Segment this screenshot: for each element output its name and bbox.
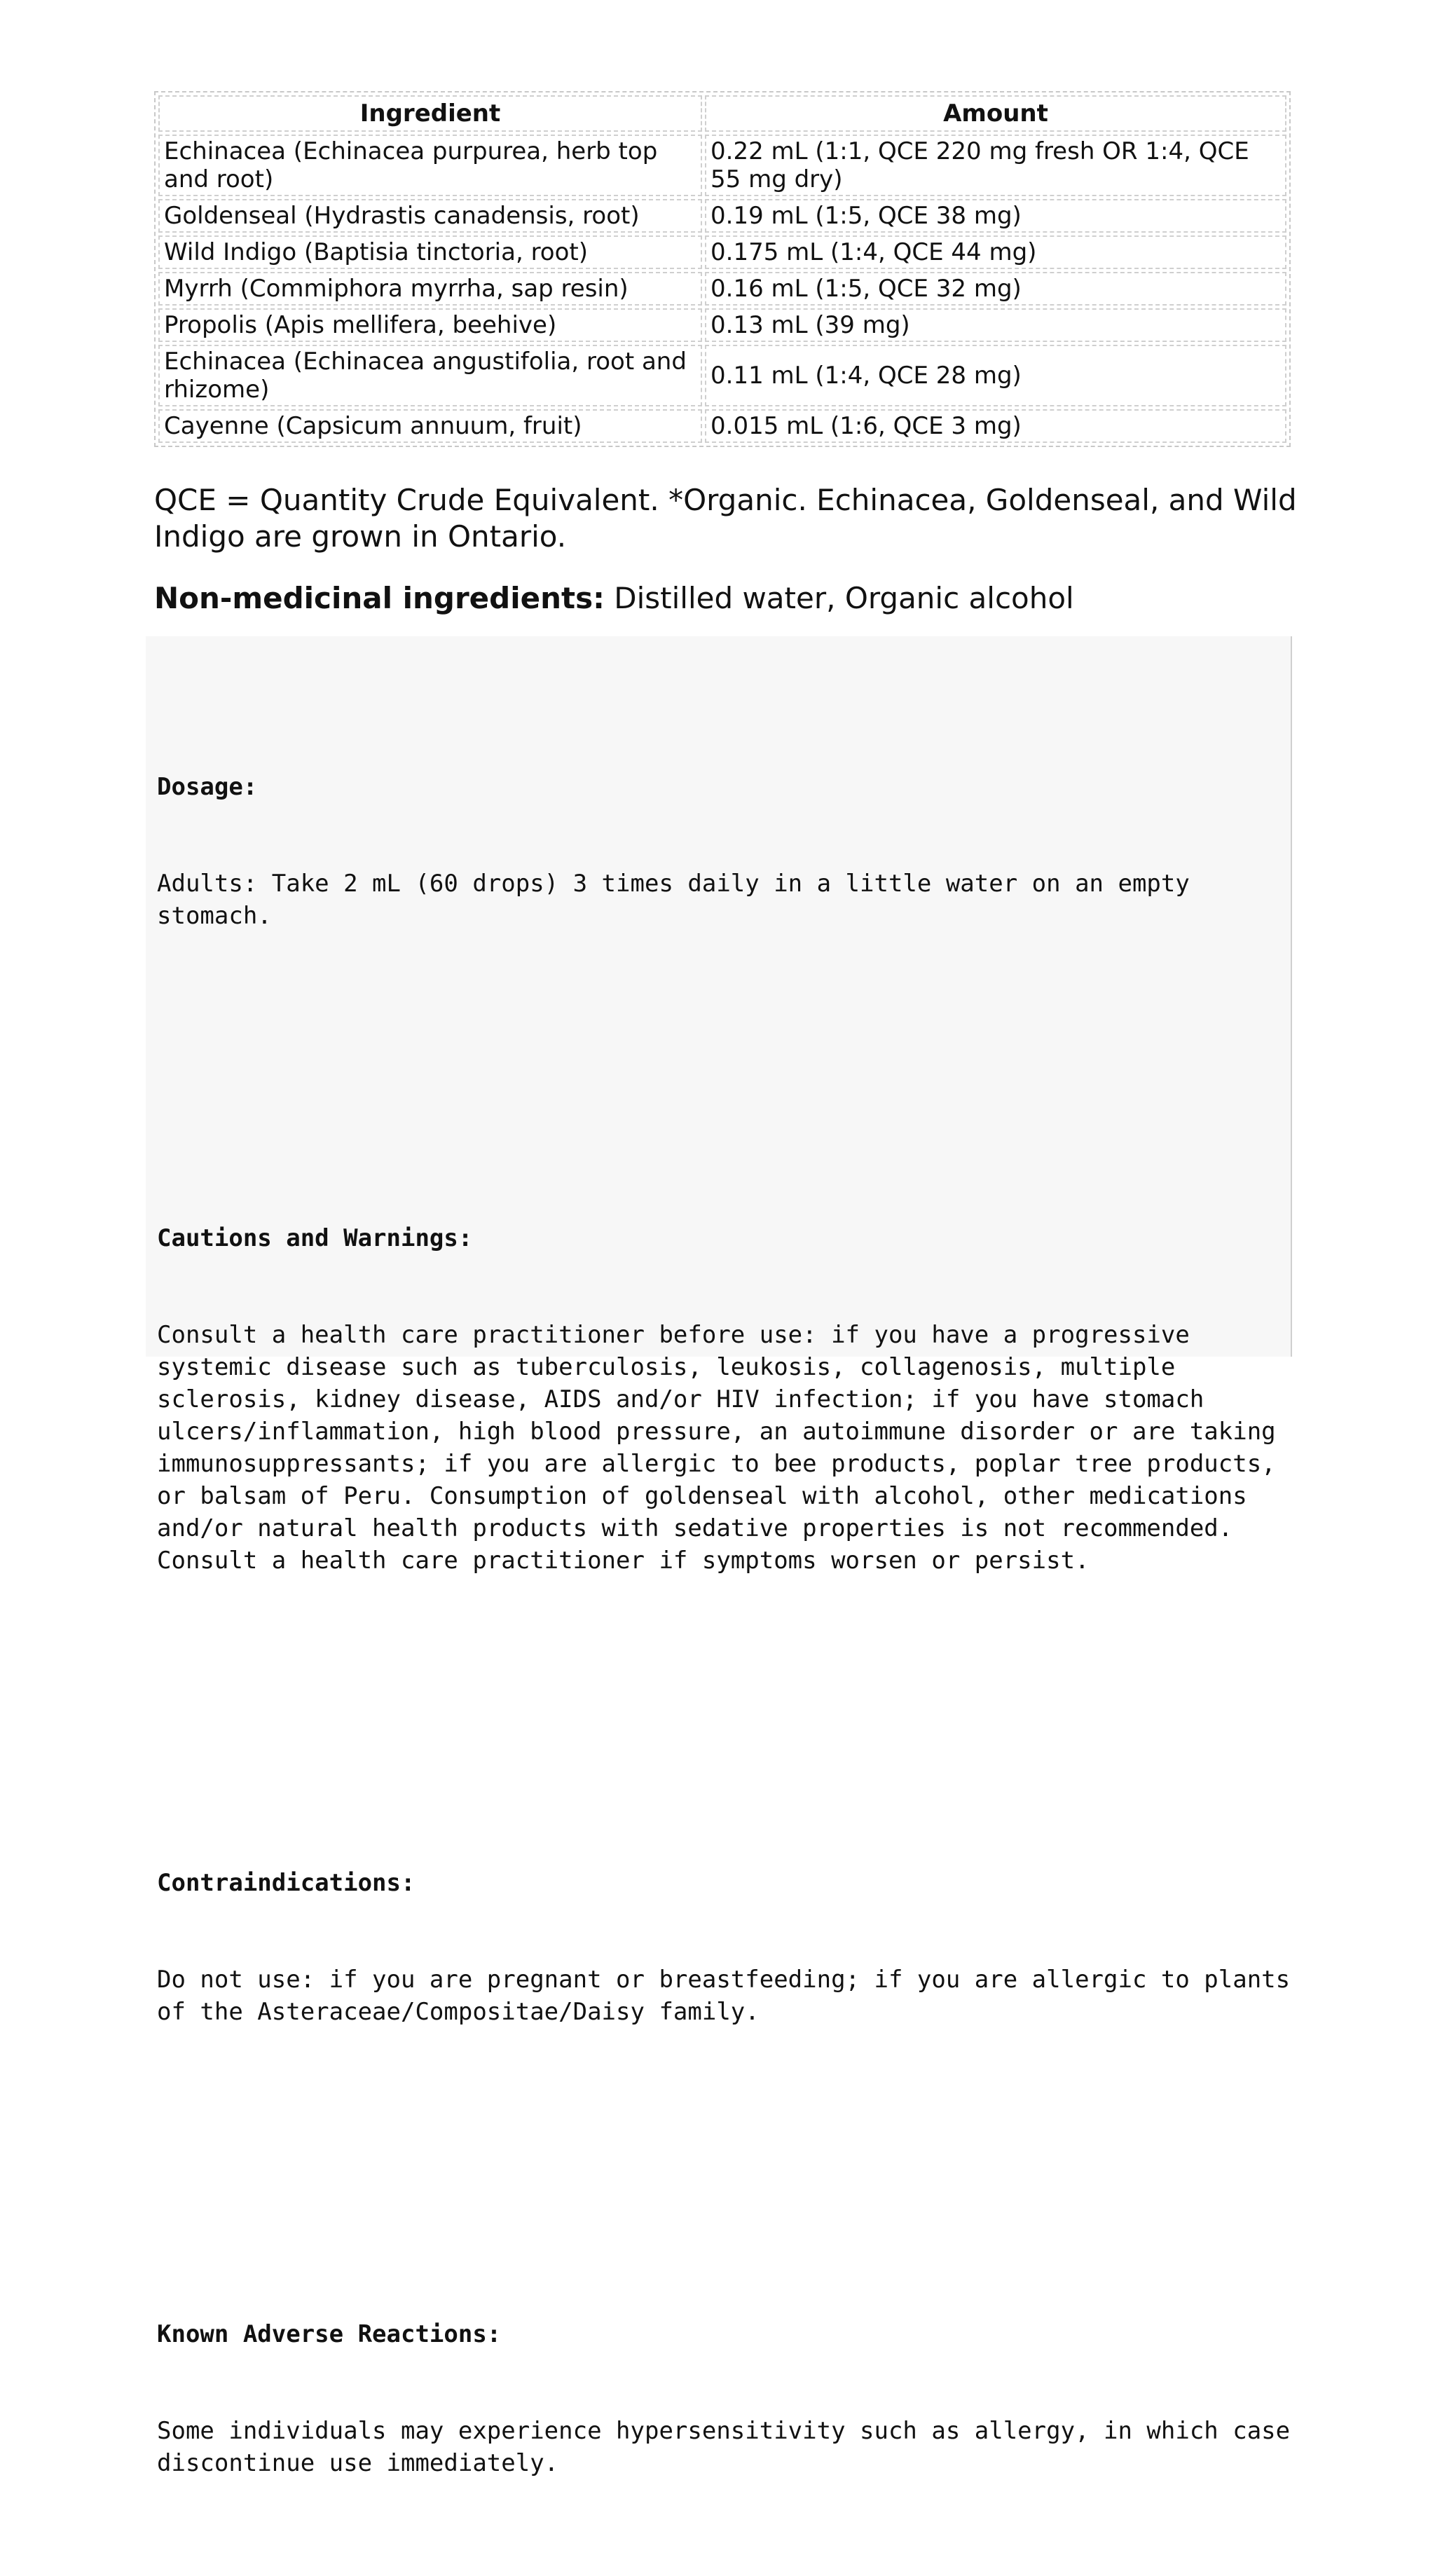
table-row xyxy=(158,135,1286,196)
contraindications-section xyxy=(157,1802,1305,2092)
contraindications-heading: Contraindications: xyxy=(157,1869,416,1897)
dosage-heading: Dosage: xyxy=(157,773,258,801)
dosage-text: Adults: Take 2 mL (60 drops) 3 times daily in a little water on an empty stomach. xyxy=(157,870,1204,930)
table-row xyxy=(158,409,1286,443)
qce-note: QCE = Quantity Crude Equivalent. *Organic. Echinacea, Goldenseal, and Wild Indigo are grown in Ontario. xyxy=(154,483,1297,554)
amount-cell: 0.19 mL (1:5, QCE 38 mg) xyxy=(705,199,1286,233)
cautions-section xyxy=(157,1158,1291,1641)
ingredient-cell: Goldenseal (Hydrastis canadensis, root) xyxy=(158,199,702,233)
section-spacer xyxy=(157,2157,1291,2189)
amount-cell: 0.13 mL (39 mg) xyxy=(705,308,1286,342)
ingredient-cell: Echinacea (Echinacea purpurea, herb top and root) xyxy=(158,135,702,196)
amount-cell: 0.11 mL (1:4, QCE 28 mg) xyxy=(705,345,1286,406)
cautions-heading: Cautions and Warnings: xyxy=(157,1224,473,1252)
adverse-reactions-text: Some individuals may experience hypersensitivity such as allergy, in which case discontinue use immediately. xyxy=(157,2417,1305,2477)
ingredient-cell: Propolis (Apis mellifera, beehive) xyxy=(158,308,702,342)
column-header-ingredient: Ingredient xyxy=(158,95,702,132)
adverse-reactions-heading: Known Adverse Reactions: xyxy=(157,2320,502,2348)
section-spacer xyxy=(157,1706,1291,1738)
table-row xyxy=(158,345,1286,406)
table-row xyxy=(158,199,1286,233)
ingredient-cell: Myrrh (Commiphora myrrha, sap resin) xyxy=(158,272,702,306)
amount-cell: 0.22 mL (1:1, QCE 220 mg fresh OR 1:4, QCE 55 mg dry) xyxy=(705,135,1286,196)
cautions-text: Consult a health care practitioner before use: if you have a progressive systemic disease such as tuberculosis, leukosis, collagenosis, multiple sclerosis, kidney disease, AIDS and/or HIV infection; if you have stomach ulcers/inflammation, high blood pressure, an autoimmune disorder or are taking immunosuppressants; if you are allergic to bee products, poplar tree products, or balsam of Peru. Consumption of goldenseal with alcohol, other medications and/or natural health products with sedative properties is not recommended. Consult a health care practitioner if symptoms worsen or persist. xyxy=(157,1321,1291,1575)
table-row xyxy=(158,308,1286,342)
amount-cell: 0.015 mL (1:6, QCE 3 mg) xyxy=(705,409,1286,443)
non-medicinal-label: Non-medicinal ingredients: xyxy=(154,581,605,615)
ingredients-table xyxy=(154,91,1291,447)
dosage-section xyxy=(157,706,1291,996)
ingredient-cell: Cayenne (Capsicum annuum, fruit) xyxy=(158,409,702,443)
amount-cell: 0.16 mL (1:5, QCE 32 mg) xyxy=(705,272,1286,306)
column-header-amount: Amount xyxy=(705,95,1286,132)
non-medicinal-ingredients xyxy=(154,580,1303,617)
non-medicinal-value: Distilled water, Organic alcohol xyxy=(604,581,1074,615)
adverse-reactions-section xyxy=(157,2254,1305,2544)
product-info-box xyxy=(146,636,1305,2477)
table-row xyxy=(158,272,1286,306)
ingredient-cell: Echinacea (Echinacea angustifolia, root and rhizome) xyxy=(158,345,702,406)
ingredient-cell: Wild Indigo (Baptisia tinctoria, root) xyxy=(158,235,702,269)
table-header-row xyxy=(158,95,1286,132)
contraindications-text: Do not use: if you are pregnant or breastfeeding; if you are allergic to plants of the Asteraceae/Compositae/Daisy family. xyxy=(157,1966,1305,2026)
table-row xyxy=(158,235,1286,269)
amount-cell: 0.175 mL (1:4, QCE 44 mg) xyxy=(705,235,1286,269)
section-spacer xyxy=(157,1061,1291,1093)
